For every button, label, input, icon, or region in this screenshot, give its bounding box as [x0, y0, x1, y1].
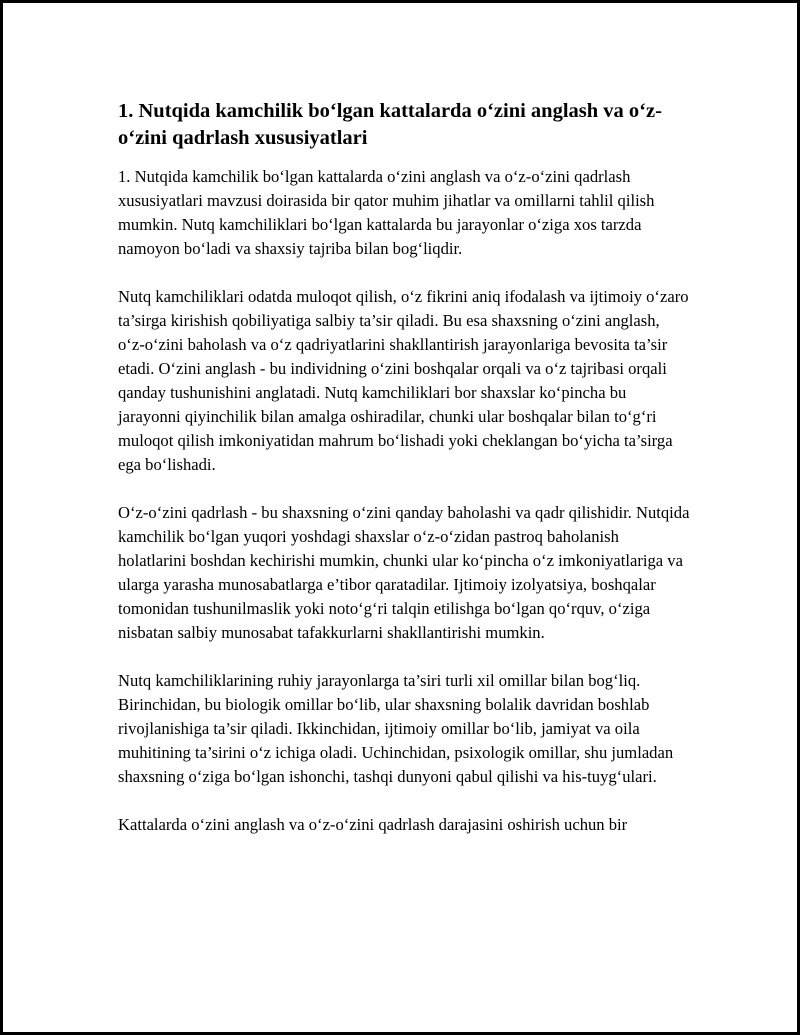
section-heading: 1. Nutqida kamchilik bo‘lgan kattalarda o‘zini anglash va o‘z-o‘zini qadrlash xususiyatlari [118, 100, 662, 149]
paragraph-continuation: Kattalarda o‘zini anglash va o‘z-o‘zini qadrlash darajasini oshirish uchun bir [118, 815, 628, 834]
paragraph-self-esteem: O‘z-o‘zini qadrlash - bu shaxsning o‘zini qanday baholashi va qadr qilishidir. Nutqida kamchilik bo‘lgan yuqori yoshdagi shaxslar o‘z-o‘zidan pastroq baholanish holatlarini boshdan kechirishi mumkin, chunki ular ko‘pincha o‘z imkoniyatlariga va ularga yarasha munosabatlarga e’tibor qaratadilar. Ijtimoiy izolyatsiya, boshqalar tomonidan tushunilmaslik yoki noto‘g‘ri talqin etilishga bo‘lgan qo‘rquv, o‘ziga nisbatan salbiy munosabat tafakkurlarni shakllantirishi mumkin. [118, 503, 690, 642]
paragraph-self-awareness: Nutq kamchiliklari odatda muloqot qilish, o‘z fikrini aniq ifodalash va ijtimoiy o‘zaro ta’sirga kirishish qobiliyatiga salbiy ta’sir qiladi. Bu esa shaxsning o‘zini anglash, o‘z-o‘zini baholash va o‘z qadriyatlarini shakllantirish jarayonlariga bevosita ta’sir etadi. O‘zini anglash - bu individning o‘zini boshqalar orqali va o‘z tajribasi orqali qanday tushunishini anglatadi. Nutq kamchiliklari bor shaxslar ko‘pincha bu jarayonni qiyinchilik bilan amalga oshiradilar, chunki ular boshqalar bilan to‘g‘ri muloqot qilish imkoniyatidan mahrum bo‘lishadi yoki cheklangan bo‘yicha ta’sirga ega bo‘lishadi. [118, 287, 689, 474]
paragraph-intro: 1. Nutqida kamchilik bo‘lgan kattalarda o‘zini anglash va o‘z-o‘zini qadrlash xususiyatlari mavzusi doirasida bir qator muhim jihatlar va omillarni tahlil qilish mumkin. Nutq kamchiliklari bo‘lgan kattalarda bu jarayonlar o‘ziga xos tarzda namoyon bo‘ladi va shaxsiy tajriba bilan bog‘liqdir. [118, 167, 655, 258]
paragraph-factors: Nutq kamchiliklarining ruhiy jarayonlarga ta’siri turli xil omillar bilan bog‘liq. Birinchidan, bu biologik omillar bo‘lib, ular shaxsning bolalik davridan boshlab rivojlanishiga ta’sir qiladi. Ikkinchidan, ijtimoiy omillar bo‘lib, jamiyat va oila muhitining ta’sirini o‘z ichiga oladi. Uchinchidan, psixologik omillar, shu jumladan shaxsning o‘ziga bo‘lgan ishonchi, tashqi dunyoni qabul qilishi va his-tuyg‘ulari. [118, 671, 674, 786]
document-body [118, 98, 690, 861]
